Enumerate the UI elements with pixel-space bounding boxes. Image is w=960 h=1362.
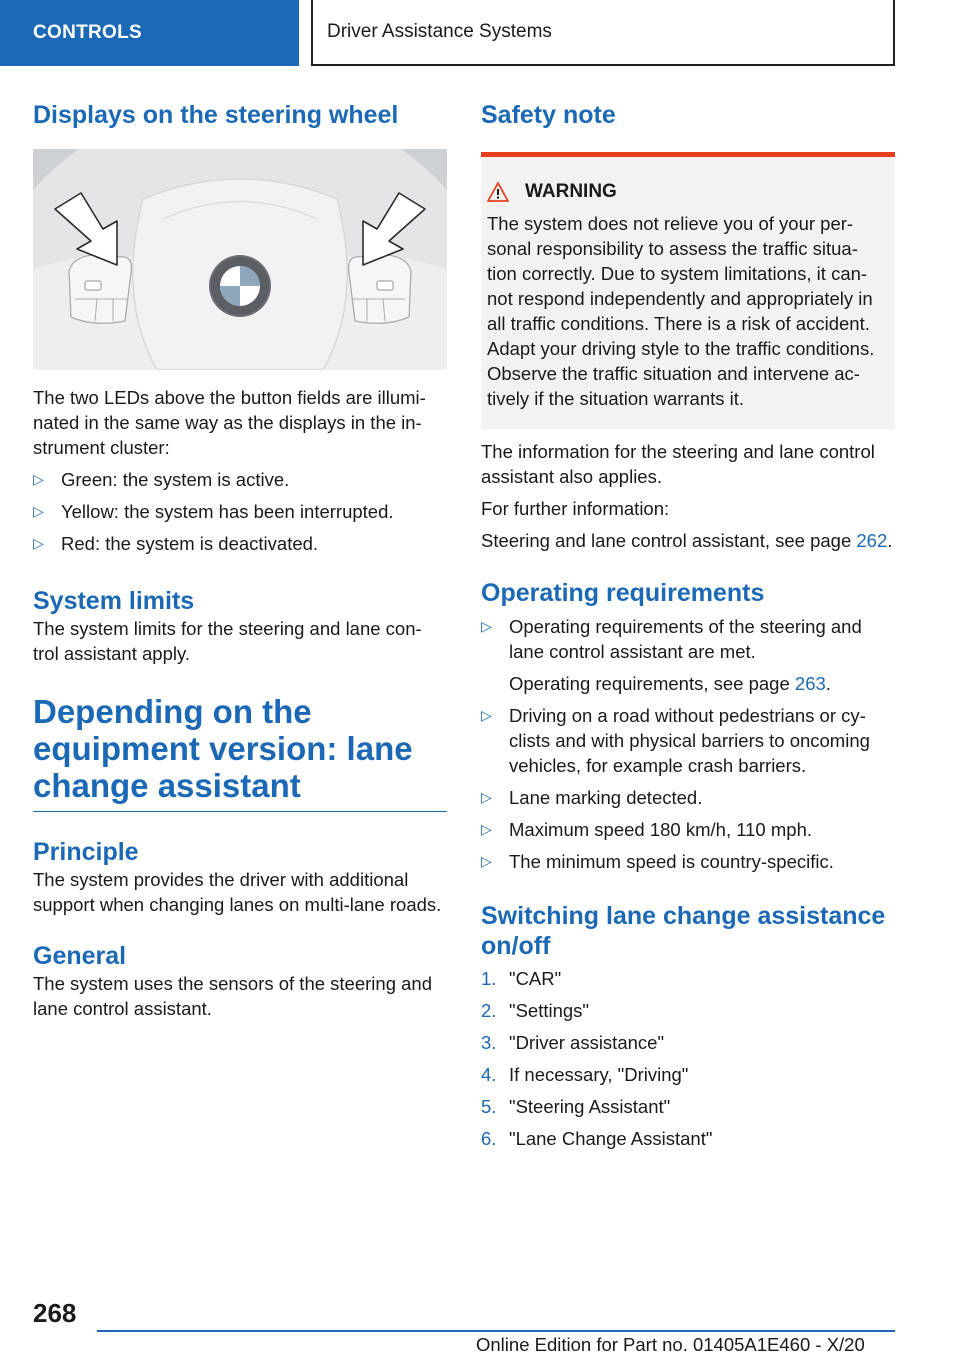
list-item: ▷ Maximum speed 180 km/h, 110 mph. <box>481 819 812 840</box>
operating-heading: Operating requirements <box>481 579 765 607</box>
general-heading: General <box>33 942 127 970</box>
triangle-bullet-icon: ▷ <box>481 707 492 723</box>
footer-divider <box>97 1330 895 1332</box>
switching-heading: Switching lane change assistance on/off <box>481 902 886 960</box>
cross-reference: Steering and lane control assistant, see page 262. <box>481 530 893 551</box>
led-status-list <box>33 467 447 556</box>
page-number: 268 <box>33 1298 77 1328</box>
triangle-bullet-icon: ▷ <box>33 471 44 487</box>
edition-text: Online Edition for Part no. 01405A1E460 - X/20 <box>476 1334 865 1355</box>
principle-text: The system provides the driver with additional support when changing lanes on multi-lane roads. <box>33 869 442 915</box>
info-text: The information for the steering and lane control assistant also applies. <box>481 441 875 487</box>
list-item: 3. "Driver assistance" <box>481 1032 665 1053</box>
principle-heading: Principle <box>33 838 139 866</box>
general-text: The system uses the sensors of the steering and lane control assistant. <box>33 973 432 1019</box>
leds-description: The two LEDs above the button fields are illumi-nated in the same way as the displays in the in-strument cluster: <box>33 387 426 458</box>
list-item: ▷ Operating requirements of the steering and lane control assistant are met. Operating requirements, see page 263. <box>481 614 895 696</box>
page-link-262[interactable]: 262 <box>856 530 888 551</box>
triangle-bullet-icon: ▷ <box>33 503 44 519</box>
list-item: ▷ Lane marking detected. <box>481 787 703 808</box>
page-header <box>0 0 960 66</box>
list-item: 2. "Settings" <box>481 1000 589 1021</box>
triangle-bullet-icon: ▷ <box>481 853 492 869</box>
steering-wheel-illustration <box>33 149 447 370</box>
list-item: 6. "Lane Change Assistant" <box>481 1128 713 1149</box>
steps-list <box>481 966 895 1151</box>
triangle-bullet-icon: ▷ <box>481 821 492 837</box>
warning-text: The system does not relieve you of your per-sonal responsibility to assess the traffic situa-tion correctly. Due to system limitations, it can-not respond independently and appropriately in all traffic conditions. There is a risk of accident. Adapt your driving style to the traffic conditions. Observe the traffic situation and intervene ac-tively if the situation warrants it. <box>487 213 875 409</box>
operating-requirements-list <box>481 614 895 874</box>
section-tab: CONTROLS <box>0 0 299 66</box>
list-item: ▷ Yellow: the system has been interrupted. <box>33 501 394 522</box>
system-limits-heading: System limits <box>33 587 195 615</box>
list-item: ▷ Green: the system is active. <box>33 469 290 490</box>
left-column <box>33 100 447 1021</box>
warning-header <box>487 179 887 205</box>
system-limits-text: The system limits for the steering and lane con-trol assistant apply. <box>33 618 422 664</box>
list-item: 1. "CAR" <box>481 968 562 989</box>
chapter-heading: Depending on the equipment version: lane change assistant <box>33 693 413 804</box>
triangle-bullet-icon: ▷ <box>481 618 492 634</box>
list-item: 4. If necessary, "Driving" <box>481 1064 689 1085</box>
displays-heading: Displays on the steering wheel <box>33 101 399 129</box>
list-item: 5. "Steering Assistant" <box>481 1096 671 1117</box>
triangle-bullet-icon: ▷ <box>481 789 492 805</box>
chapter-title: Driver Assistance Systems <box>311 0 895 66</box>
warning-triangle-icon <box>487 182 509 202</box>
further-info-label: For further information: <box>481 498 670 519</box>
list-item: ▷ Driving on a road without pedestrians or cy-clists and with physical barriers to oncoming vehicles, for example crash barriers. <box>481 705 870 776</box>
warning-box <box>481 152 895 429</box>
triangle-bullet-icon: ▷ <box>33 535 44 551</box>
page-link-263[interactable]: 263 <box>794 673 826 694</box>
chapter-divider <box>33 811 447 812</box>
warning-label: WARNING <box>525 181 617 202</box>
right-column <box>481 100 895 1158</box>
list-item: ▷ The minimum speed is country-specific. <box>481 851 834 872</box>
safety-heading: Safety note <box>481 101 616 129</box>
sub-reference: Operating requirements, see page 263. <box>509 673 831 694</box>
list-item: ▷ Red: the system is deactivated. <box>33 533 319 554</box>
